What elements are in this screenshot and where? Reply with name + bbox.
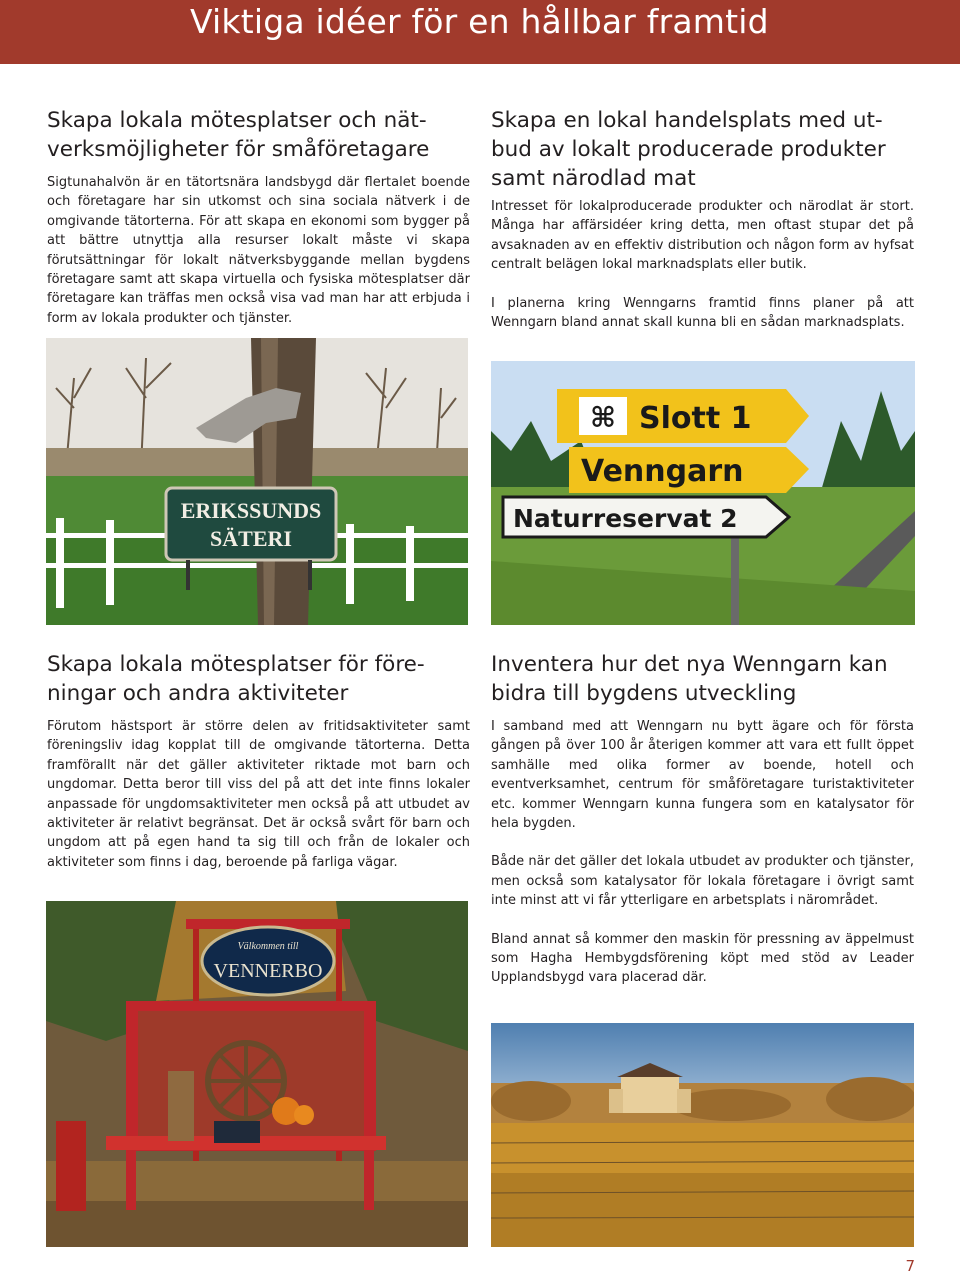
section-paragraph: Både när det gäller det lokala utbudet av produkter och tjänster, men också som katalysator för lokala företagare i övrigt samt inte minst att vi får ytterligare en arbetsplats i närområdet. xyxy=(491,854,914,909)
page-header xyxy=(0,0,960,64)
section-heading xyxy=(491,106,914,193)
section-paragraph: I planerna kring Wenngarns framtid finns planer på att Wenngarn bland annat skall kunna bli en sådan marknadsplats. xyxy=(491,295,914,331)
heading-line: Inventera hur det nya Wenngarn kan xyxy=(491,652,888,677)
section-paragraph: I samband med att Wenngarn nu bytt ägare och för första gången på över 100 år återigen kommer att vara ett fullt öppet samhälle med olika former av boende, hotell och eventverksamhet, centrum för småföretagare turistaktiviteter etc. kommer Wenngarn kunna fungera som en katalysator för hela bygden. xyxy=(491,719,914,832)
section-paragraph: Bland annat så kommer den maskin för pressning av äppelmust som Hagha Hembygdsförening köpt med stöd av Leader Upplandsbygd vara placerad där. xyxy=(491,931,914,986)
heading-line: Skapa lokala mötesplatser för före- xyxy=(47,652,425,677)
heading-line: ningar och andra aktiviteter xyxy=(47,681,349,706)
heading-line: bud av lokalt producerade produkter xyxy=(491,137,886,162)
section-paragraph: Intresset för lokalproducerade produkter och närodlat är stort. Många har affärsidéer kring detta, men oftast stupar det på avsaknaden av en effektiv distribution och någon form av hyfsat centralt belägen lokal marknadsplats eller butik. xyxy=(491,199,914,273)
section-heading xyxy=(47,106,470,164)
section-wenngarn-inventory xyxy=(491,650,914,988)
section-meeting-places-associations xyxy=(47,650,470,872)
section-meeting-places-business xyxy=(47,106,470,328)
section-body: Förutom hästsport är större delen av fritidsaktiviteter samt föreningsliv idag kopplat till de omgivande tätorterna. Detta framförallt när det gäller aktiviteter riktade mot barn och ungdomar. Detta beror till viss del på att det inte finns lokaler anpassade för ungdomsaktiviteter men också på att utbudet av aktiviteter är relativt begränsat. Det är också svårt för barn och ungdom att på egen hand ta sig till och från de lokaler och aktiviteter som finns i dag, beroende på farliga vägar. xyxy=(47,719,470,870)
sign-text-slott: Slott 1 xyxy=(639,401,752,436)
section-heading xyxy=(491,650,914,708)
sign-name-text: VENNERBO xyxy=(213,960,323,982)
sign-welcome-text: Välkommen till xyxy=(237,941,299,952)
sign-symbol: ⌘ xyxy=(590,401,616,434)
photo-vennerbo-stand xyxy=(46,901,468,1247)
heading-line: Skapa en lokal handelsplats med ut- xyxy=(491,108,883,133)
heading-line: Skapa lokala mötesplatser och nät- xyxy=(47,108,427,133)
photo-erikssunds-sateri xyxy=(46,338,468,625)
section-heading xyxy=(47,650,470,708)
heading-line: samt närodlad mat xyxy=(491,166,696,191)
section-body: Sigtunahalvön är en tätortsnära landsbygd där flertalet boende och företagare har sin utkomst och sina sociala nätverk i de omgivande tätorterna. För att skapa en ekonomi som bygger på att bättre utnyttja alla resurser lokalt måste vi skapa förutsättningar för lokalt nätverksbyggande mellan bygdens företagare samt att skapa virtuella och fysiska mötesplatser där företagare kan träffas men också visa vad man har att erbjuda i form av lokala produkter och tjänster. xyxy=(47,175,470,326)
section-local-marketplace xyxy=(491,106,914,332)
photo-road-signs xyxy=(491,361,915,625)
heading-line: verksmöjligheter för småföretagare xyxy=(47,137,430,162)
sign-text-naturreservat: Naturreservat 2 xyxy=(513,504,738,533)
sign-text-venngarn: Venngarn xyxy=(581,454,744,489)
sign-text-line2: SÄTERI xyxy=(210,526,292,551)
sign-text-line1: ERIKSSUNDS xyxy=(180,498,322,523)
photo-wenngarn-manor xyxy=(491,1023,914,1247)
page-title: Viktiga idéer för en hållbar framtid xyxy=(190,2,769,41)
heading-line: bidra till bygdens utveckling xyxy=(491,681,797,706)
page-number: 7 xyxy=(905,1257,915,1275)
